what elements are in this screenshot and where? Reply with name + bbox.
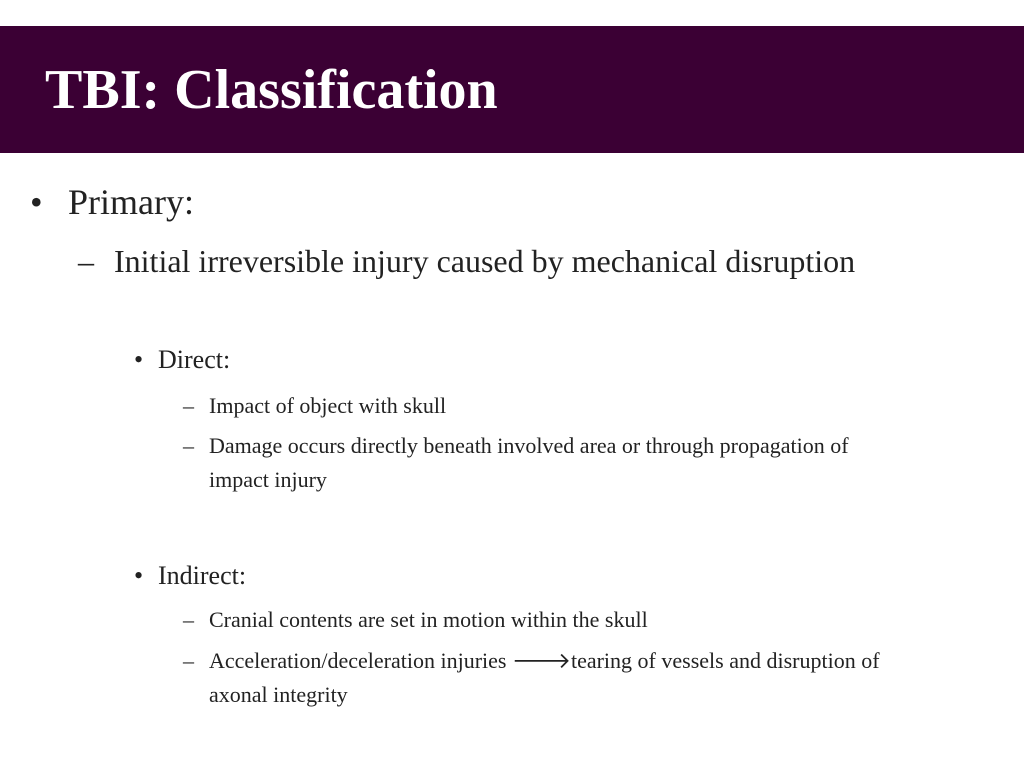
bullet-primary [0, 180, 1024, 224]
bullet-indirect [0, 559, 1024, 593]
dash-marker: – [183, 393, 194, 418]
bullet-text: Initial irreversible injury caused by mechanical disruption [114, 243, 856, 279]
bullet-marker: • [30, 182, 43, 222]
bullet-indirect-acceleration [0, 644, 1024, 712]
bullet-indirect-motion [0, 603, 1024, 637]
dash-marker: – [183, 648, 194, 673]
bullet-text: Cranial contents are set in motion within the skull [209, 607, 648, 632]
bullet-direct-impact [0, 389, 1024, 423]
bullet-text: Damage occurs directly beneath involved area or through propagation of impact injury [209, 433, 849, 492]
bullet-marker: • [134, 561, 144, 590]
bullet-text: Indirect: [158, 561, 247, 590]
bullet-text [209, 644, 909, 712]
bullet-text: Impact of object with skull [209, 393, 447, 418]
bullet-marker: • [134, 345, 144, 374]
arrow-right-icon: 🡒 [511, 649, 571, 674]
bullet-text-before-arrow: Acceleration/deceleration injuries [209, 648, 512, 673]
bullet-text: Direct: [158, 345, 231, 374]
dash-marker: – [78, 243, 94, 279]
bullet-text-after-arrow: tearing of vessels and disruption of axonal integrity [209, 648, 880, 707]
dash-marker: – [183, 433, 194, 458]
bullet-direct-damage [0, 429, 1024, 497]
bullet-text: Primary: [68, 182, 194, 222]
dash-marker: – [183, 607, 194, 632]
bullet-direct [0, 343, 1024, 377]
bullet-primary-description [0, 238, 1024, 330]
slide-title: TBI: Classification [45, 59, 498, 121]
